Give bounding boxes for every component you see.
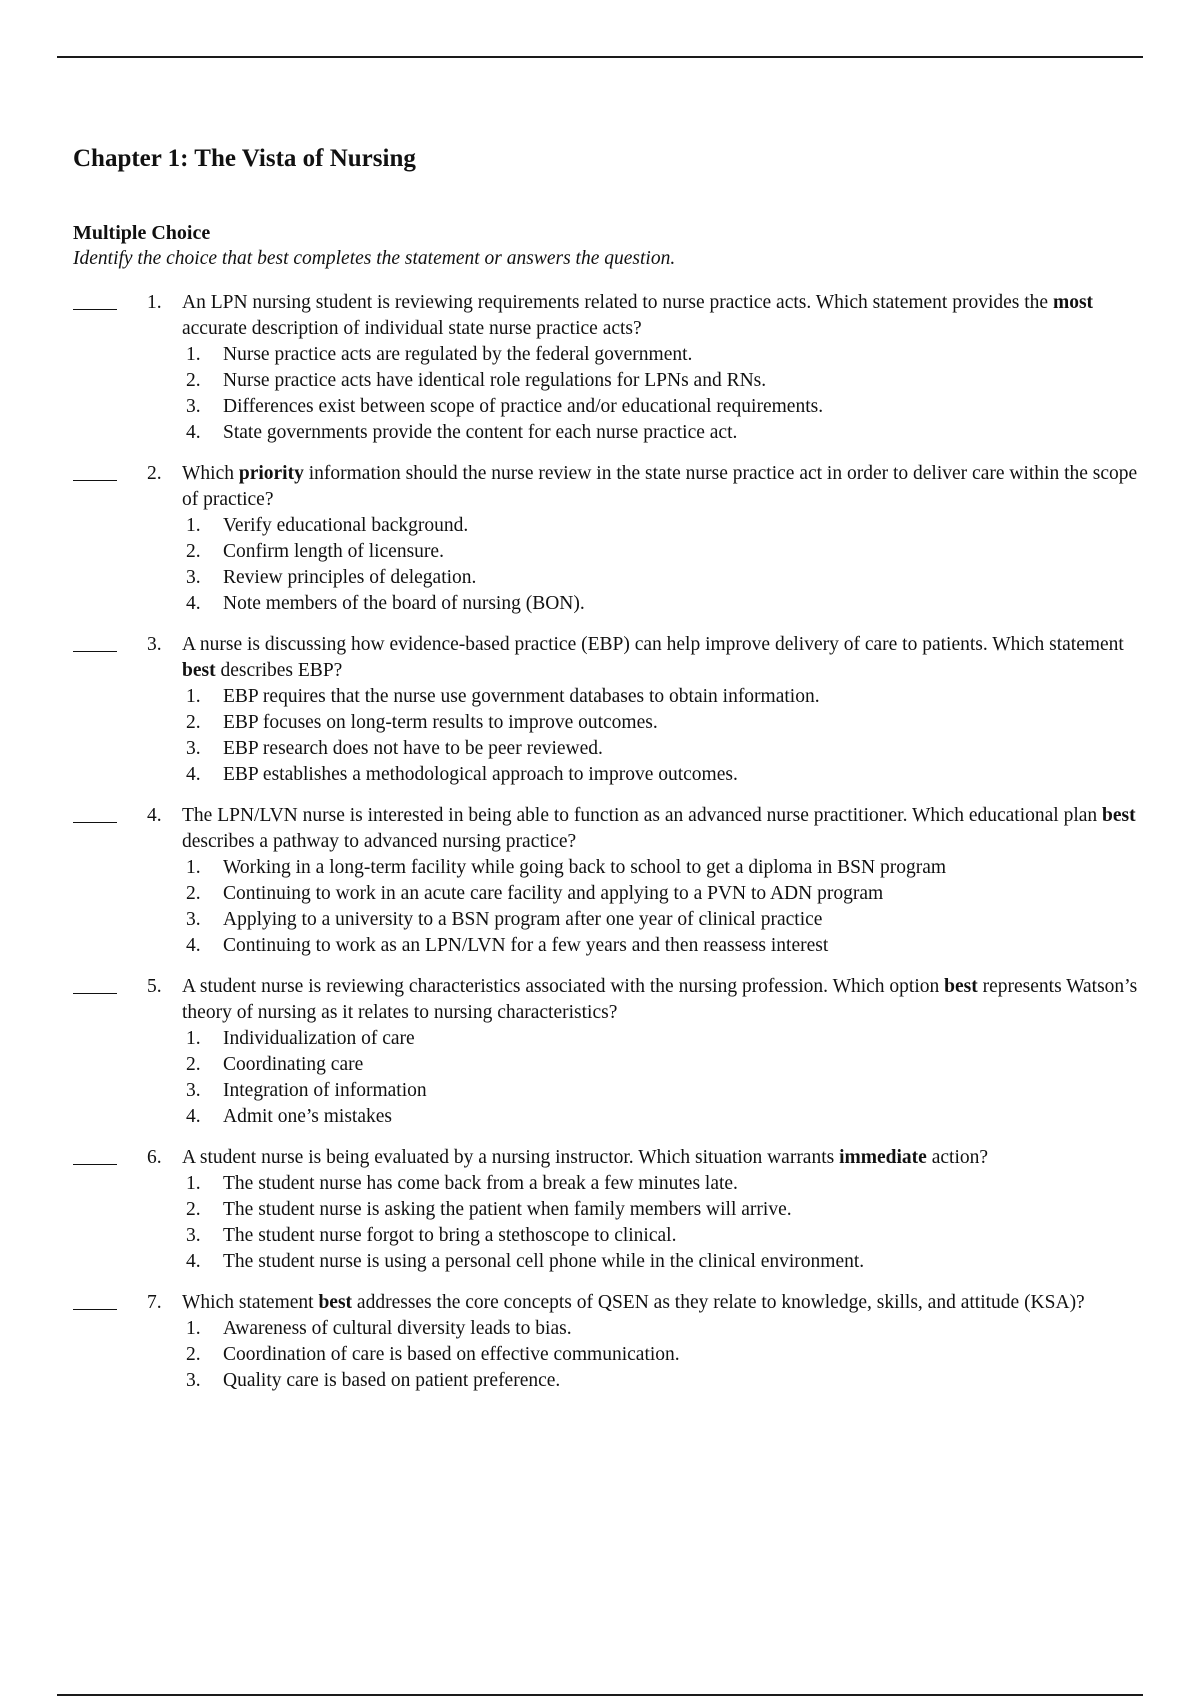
option-number: 1. (186, 1318, 201, 1339)
option-number: 2. (186, 712, 201, 733)
question-item (73, 461, 1143, 617)
option-list (182, 1026, 1143, 1130)
option-text: EBP establishes a methodological approach to improve outcomes. (223, 764, 738, 785)
option-number: 1. (186, 1028, 201, 1049)
answer-option[interactable] (182, 933, 1143, 959)
option-number: 4. (186, 593, 201, 614)
answer-blank[interactable] (73, 1139, 117, 1165)
option-number: 3. (186, 909, 201, 930)
option-number: 2. (186, 541, 201, 562)
option-text: Applying to a university to a BSN program after one year of clinical practice (223, 909, 823, 930)
option-number: 3. (186, 738, 201, 759)
question-item (73, 632, 1143, 788)
answer-option[interactable] (182, 420, 1143, 446)
document-content (73, 142, 1143, 1409)
question-number: 5. (147, 976, 162, 997)
option-text: Nurse practice acts are regulated by the federal government. (223, 344, 693, 365)
answer-option[interactable] (182, 1249, 1143, 1275)
option-text: Quality care is based on patient preference. (223, 1370, 561, 1391)
question-text (182, 1145, 1143, 1171)
answer-blank[interactable] (73, 455, 117, 481)
option-text: Individualization of care (223, 1028, 415, 1049)
question-text-start: Which statement (182, 1292, 319, 1313)
answer-option[interactable] (182, 513, 1143, 539)
option-text: Continuing to work in an acute care facility and applying to a PVN to ADN program (223, 883, 884, 904)
option-number: 1. (186, 515, 201, 536)
question-number: 4. (147, 805, 162, 826)
answer-option[interactable] (182, 368, 1143, 394)
answer-blank[interactable] (73, 284, 117, 310)
question-text-start: The LPN/LVN nurse is interested in being able to function as an advanced nurse practitioner. Which educational plan (182, 805, 1103, 826)
section-instructions: Identify the choice that best completes the statement or answers the question. (73, 248, 676, 269)
answer-option[interactable] (182, 1223, 1143, 1249)
question-item (73, 1145, 1143, 1275)
option-text: Nurse practice acts have identical role regulations for LPNs and RNs. (223, 370, 767, 391)
question-text-start: Which (182, 463, 239, 484)
question-list (73, 290, 1143, 1394)
option-list (182, 684, 1143, 788)
option-number: 2. (186, 1344, 201, 1365)
question-emphasis: priority (238, 463, 304, 484)
option-text: Verify educational background. (223, 515, 469, 536)
answer-option[interactable] (182, 1316, 1143, 1342)
question-text-end: accurate description of individual state nurse practice acts? (182, 318, 642, 339)
option-text: Note members of the board of nursing (BON). (223, 593, 585, 614)
top-rule (57, 56, 1143, 58)
option-text: Differences exist between scope of practice and/or educational requirements. (223, 396, 824, 417)
answer-option[interactable] (182, 907, 1143, 933)
question-emphasis: best (1102, 805, 1136, 826)
answer-option[interactable] (182, 1026, 1143, 1052)
answer-blank[interactable] (73, 797, 117, 823)
question-text-end: describes a pathway to advanced nursing practice? (182, 831, 577, 852)
bottom-rule (57, 1694, 1143, 1696)
question-item (73, 803, 1143, 959)
option-list (182, 1316, 1143, 1394)
option-number: 4. (186, 422, 201, 443)
option-number: 3. (186, 567, 201, 588)
option-number: 4. (186, 1251, 201, 1272)
option-text: The student nurse forgot to bring a stethoscope to clinical. (223, 1225, 677, 1246)
option-text: Continuing to work as an LPN/LVN for a few years and then reassess interest (223, 935, 829, 956)
answer-option[interactable] (182, 591, 1143, 617)
option-text: The student nurse is asking the patient when family members will arrive. (223, 1199, 792, 1220)
question-number: 6. (147, 1147, 162, 1168)
option-number: 3. (186, 1080, 201, 1101)
option-text: Confirm length of licensure. (223, 541, 444, 562)
answer-option[interactable] (182, 684, 1143, 710)
answer-option[interactable] (182, 881, 1143, 907)
question-text (182, 290, 1143, 342)
option-number: 3. (186, 396, 201, 417)
answer-option[interactable] (182, 1104, 1143, 1130)
answer-option[interactable] (182, 762, 1143, 788)
option-number: 4. (186, 764, 201, 785)
answer-blank[interactable] (73, 1284, 117, 1310)
question-text (182, 1290, 1143, 1316)
answer-option[interactable] (182, 539, 1143, 565)
question-text-start: An LPN nursing student is reviewing requirements related to nurse practice acts. Which statement provides the (182, 292, 1053, 313)
question-text-start: A student nurse is reviewing characteristics associated with the nursing profession. Which option (182, 976, 945, 997)
answer-option[interactable] (182, 342, 1143, 368)
answer-blank[interactable] (73, 968, 117, 994)
section-title: Multiple Choice (73, 222, 211, 244)
option-text: Review principles of delegation. (223, 567, 477, 588)
question-text-end: represents Watson’s theory of nursing as it relates to nursing characteristics? (182, 976, 1138, 1023)
question-text-start: A student nurse is being evaluated by a nursing instructor. Which situation warrants (182, 1147, 840, 1168)
option-text: Working in a long-term facility while going back to school to get a diploma in BSN program (223, 857, 947, 878)
question-emphasis: immediate (839, 1147, 927, 1168)
option-text: State governments provide the content for each nurse practice act. (223, 422, 738, 443)
question-item (73, 1290, 1143, 1394)
question-number: 7. (147, 1292, 162, 1313)
option-list (182, 855, 1143, 959)
option-text: EBP requires that the nurse use government databases to obtain information. (223, 686, 820, 707)
option-text: The student nurse has come back from a break a few minutes late. (223, 1173, 738, 1194)
question-emphasis: best (318, 1292, 353, 1313)
option-number: 2. (186, 1199, 201, 1220)
option-number: 3. (186, 1225, 201, 1246)
option-text: EBP focuses on long-term results to improve outcomes. (223, 712, 658, 733)
option-list (182, 513, 1143, 617)
answer-option[interactable] (182, 565, 1143, 591)
question-item (73, 974, 1143, 1130)
option-number: 1. (186, 344, 201, 365)
answer-option[interactable] (182, 1197, 1143, 1223)
answer-option[interactable] (182, 736, 1143, 762)
option-text: EBP research does not have to be peer reviewed. (223, 738, 603, 759)
answer-option[interactable] (182, 1368, 1143, 1394)
answer-option[interactable] (182, 1052, 1143, 1078)
option-text: Coordination of care is based on effective communication. (223, 1344, 680, 1365)
question-number: 3. (147, 634, 162, 655)
option-number: 1. (186, 686, 201, 707)
question-text (182, 461, 1143, 513)
option-number: 4. (186, 935, 201, 956)
option-number: 2. (186, 1054, 201, 1075)
option-number: 1. (186, 857, 201, 878)
question-text (182, 803, 1143, 855)
chapter-title: Chapter 1: The Vista of Nursing (73, 145, 416, 172)
answer-option[interactable] (182, 855, 1143, 881)
answer-option[interactable] (182, 710, 1143, 736)
answer-option[interactable] (182, 1171, 1143, 1197)
question-text-end: information should the nurse review in the state nurse practice act in order to deliver care within the scope of practice? (182, 463, 1138, 510)
answer-option[interactable] (182, 1342, 1143, 1368)
answer-blank[interactable] (73, 626, 117, 652)
question-text-start: A nurse is discussing how evidence-based practice (EBP) can help improve delivery of care to patients. Which statement (182, 634, 1124, 655)
option-text: The student nurse is using a personal cell phone while in the clinical environment. (223, 1251, 865, 1272)
question-item (73, 290, 1143, 446)
option-text: Coordinating care (223, 1054, 364, 1075)
question-text (182, 974, 1143, 1026)
answer-option[interactable] (182, 1078, 1143, 1104)
option-text: Integration of information (223, 1080, 427, 1101)
question-text-end: addresses the core concepts of QSEN as they relate to knowledge, skills, and attitude (KSA)? (352, 1292, 1085, 1313)
option-text: Admit one’s mistakes (223, 1106, 392, 1127)
question-number: 2. (147, 463, 162, 484)
option-number: 1. (186, 1173, 201, 1194)
option-number: 2. (186, 370, 201, 391)
question-text (182, 632, 1143, 684)
question-emphasis: best (944, 976, 978, 997)
option-number: 4. (186, 1106, 201, 1127)
question-number: 1. (147, 292, 162, 313)
option-list (182, 1171, 1143, 1275)
answer-option[interactable] (182, 394, 1143, 420)
option-list (182, 342, 1143, 446)
question-text-end: action? (926, 1147, 989, 1168)
question-emphasis: best (182, 660, 216, 681)
option-number: 3. (186, 1370, 201, 1391)
option-text: Awareness of cultural diversity leads to bias. (223, 1318, 572, 1339)
question-emphasis: most (1052, 292, 1094, 313)
option-number: 2. (186, 883, 201, 904)
question-text-end: describes EBP? (215, 660, 343, 681)
